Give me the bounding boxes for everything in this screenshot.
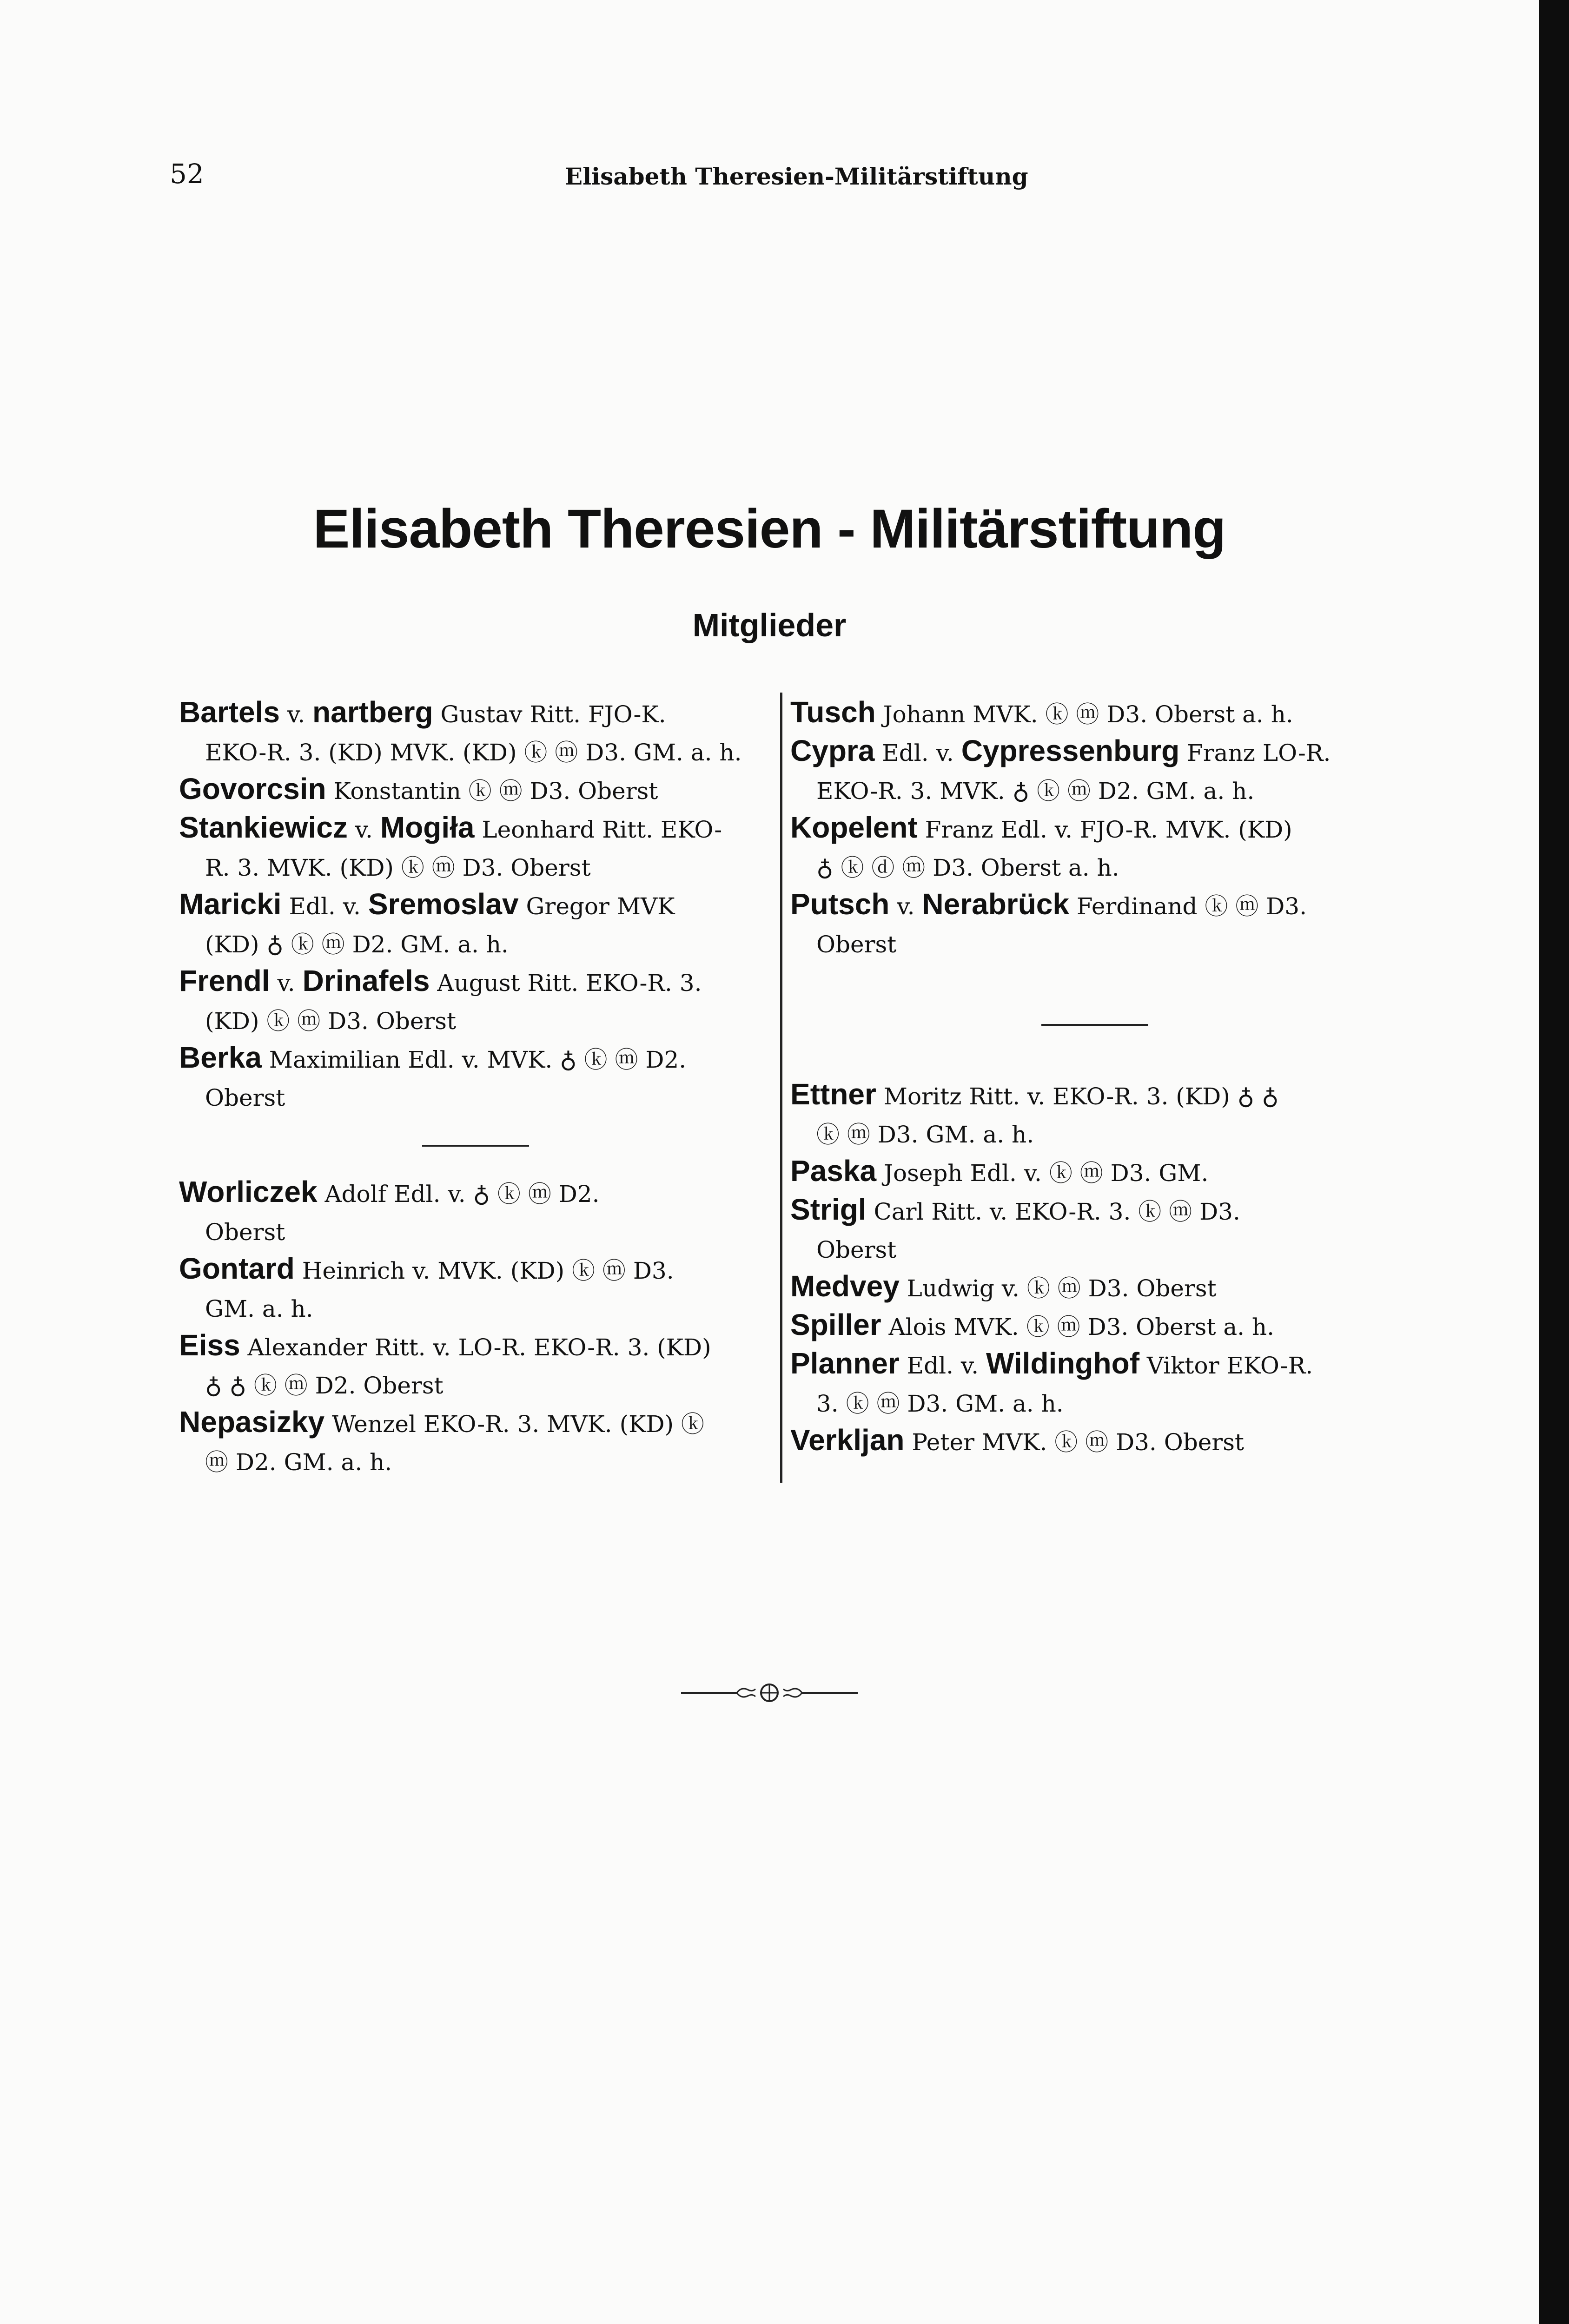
member-surname: Kopelent — [790, 811, 918, 844]
member-entry — [179, 1175, 772, 1213]
member-entry — [790, 810, 1399, 849]
member-entry — [179, 1251, 772, 1290]
member-entry — [790, 733, 1399, 772]
member-details-continued: Oberst — [816, 1236, 897, 1263]
member-entry — [790, 887, 1399, 925]
member-surname: Maricki — [179, 887, 282, 921]
column-divider — [780, 693, 782, 1483]
page-title: Elisabeth Theresien - Militärstiftung — [313, 498, 1226, 560]
member-details-continued: EKO-R. 3. MVK. ♁ ⓚ ⓜ D2. GM. a. h. — [816, 778, 1255, 805]
left-group-1 — [179, 695, 772, 1117]
member-entry — [179, 1405, 772, 1443]
member-details: Heinrich v. MVK. (KD) ⓚ ⓜ D3. — [294, 1257, 674, 1284]
member-details: Johann MVK. ⓚ ⓜ D3. Oberst a. h. — [875, 701, 1293, 728]
member-entry — [179, 1040, 772, 1079]
member-particle: Edl. v. — [281, 893, 368, 920]
member-details: August Ritt. EKO-R. 3. — [430, 970, 702, 997]
member-details-continued: (KD) ♁ ⓚ ⓜ D2. GM. a. h. — [205, 931, 509, 958]
member-entry — [790, 1077, 1399, 1116]
member-entry — [790, 1346, 1399, 1385]
member-surname: Paska — [790, 1154, 877, 1188]
member-details: Franz Edl. v. FJO-R. MVK. (KD) — [917, 816, 1292, 843]
member-surname: Strigl — [790, 1193, 867, 1226]
member-details-continued: Oberst — [816, 931, 897, 958]
member-details: Peter MVK. ⓚ ⓜ D3. Oberst — [904, 1429, 1245, 1456]
member-details: Adolf Edl. v. ♁ ⓚ ⓜ D2. — [317, 1181, 600, 1208]
member-predicate: Sremoslav — [368, 887, 519, 921]
member-surname: Govorcsin — [179, 772, 326, 805]
member-details-continued: Oberst — [205, 1084, 285, 1111]
member-surname: Berka — [179, 1041, 262, 1074]
member-details: Moritz Ritt. v. EKO-R. 3. (KD) ♁ ♁ — [876, 1083, 1279, 1110]
member-details: Alexander Ritt. v. LO-R. EKO-R. 3. (KD) — [240, 1334, 711, 1361]
member-predicate: Nerabrück — [922, 887, 1069, 921]
member-surname: Frendl — [179, 964, 270, 997]
ornament-divider-icon — [681, 1679, 858, 1707]
member-particle: Edl. v. — [899, 1352, 986, 1379]
right-group-1 — [790, 695, 1399, 964]
member-surname: Worliczek — [179, 1175, 318, 1208]
member-entry — [179, 772, 772, 810]
member-details-continued: GM. a. h. — [205, 1295, 313, 1322]
group-separator — [1041, 1024, 1148, 1026]
member-surname: Gontard — [179, 1252, 295, 1285]
member-details: Ludwig v. ⓚ ⓜ D3. Oberst — [899, 1275, 1217, 1302]
member-details: Ferdinand ⓚ ⓜ D3. — [1069, 893, 1307, 920]
member-entry — [790, 1423, 1399, 1461]
member-details: Gustav Ritt. FJO-K. — [433, 701, 666, 728]
member-entry — [790, 1154, 1399, 1192]
member-predicate: Drinafels — [302, 964, 430, 997]
member-particle: Edl. v. — [874, 739, 961, 766]
member-surname: Putsch — [790, 887, 890, 921]
member-details: Gregor MVK — [518, 893, 675, 920]
member-entry — [179, 887, 772, 925]
member-details-continued: ♁ ♁ ⓚ ⓜ D2. Oberst — [205, 1372, 444, 1399]
member-predicate: Cypressenburg — [961, 734, 1180, 767]
member-entry — [179, 695, 772, 733]
member-entry — [790, 1269, 1399, 1307]
member-surname: Planner — [790, 1347, 900, 1380]
right-group-2 — [790, 1077, 1399, 1461]
member-surname: Bartels — [179, 695, 280, 729]
member-surname: Nepasizky — [179, 1405, 325, 1439]
member-details-continued: EKO-R. 3. (KD) MVK. (KD) ⓚ ⓜ D3. GM. a. h. — [205, 739, 742, 766]
member-surname: Spiller — [790, 1308, 881, 1341]
member-predicate: Mogiła — [380, 811, 475, 844]
scan-border — [1539, 0, 1569, 2324]
member-entry — [179, 810, 772, 849]
group-separator — [422, 1145, 529, 1147]
member-entry — [179, 964, 772, 1002]
member-details: Joseph Edl. v. ⓚ ⓜ D3. GM. — [876, 1160, 1209, 1187]
member-details: Konstantin ⓚ ⓜ D3. Oberst — [326, 778, 658, 805]
member-entry — [790, 1192, 1399, 1231]
member-entry — [179, 1328, 772, 1367]
member-details: Maximilian Edl. v. MVK. ♁ ⓚ ⓜ D2. — [261, 1046, 687, 1073]
member-details-continued: ⓚ ⓜ D3. GM. a. h. — [816, 1121, 1034, 1148]
member-surname: Stankiewicz — [179, 811, 348, 844]
member-particle: v. — [889, 893, 922, 920]
member-surname: Verkljan — [790, 1423, 905, 1457]
member-details: Franz LO-R. — [1179, 739, 1331, 766]
member-particle: v. — [270, 970, 303, 997]
member-surname: Medvey — [790, 1269, 900, 1303]
left-group-2 — [179, 1175, 772, 1481]
member-particle: v. — [280, 701, 312, 728]
member-details: Alois MVK. ⓚ ⓜ D3. Oberst a. h. — [881, 1314, 1275, 1340]
member-predicate: nartberg — [312, 695, 433, 729]
member-surname: Eiss — [179, 1328, 240, 1362]
member-details-continued: Oberst — [205, 1219, 285, 1246]
member-predicate: Wildinghof — [986, 1347, 1139, 1380]
left-column — [179, 695, 772, 1481]
member-particle: v. — [347, 816, 380, 843]
member-surname: Cypra — [790, 734, 875, 767]
member-surname: Ettner — [790, 1077, 876, 1111]
running-title: Elisabeth Theresien-Militärstiftung — [565, 163, 1028, 190]
member-details-continued: R. 3. MVK. (KD) ⓚ ⓜ D3. Oberst — [205, 854, 591, 881]
page-number: 52 — [170, 158, 204, 190]
member-details: Carl Ritt. v. EKO-R. 3. ⓚ ⓜ D3. — [866, 1198, 1240, 1225]
member-entry — [790, 1307, 1399, 1346]
member-surname: Tusch — [790, 695, 876, 729]
right-column — [790, 695, 1399, 1461]
section-subtitle: Mitglieder — [692, 607, 847, 643]
member-details: Viktor EKO-R. — [1139, 1352, 1313, 1379]
member-details: Leonhard Ritt. EKO- — [474, 816, 722, 843]
member-details-continued: 3. ⓚ ⓜ D3. GM. a. h. — [816, 1390, 1064, 1417]
member-details-continued: (KD) ⓚ ⓜ D3. Oberst — [205, 1008, 457, 1035]
member-details-continued: ♁ ⓚ ⓓ ⓜ D3. Oberst a. h. — [816, 854, 1119, 881]
member-entry — [790, 695, 1399, 733]
member-details: Wenzel EKO-R. 3. MVK. (KD) ⓚ — [324, 1411, 704, 1438]
member-details-continued: ⓜ D2. GM. a. h. — [205, 1449, 392, 1476]
